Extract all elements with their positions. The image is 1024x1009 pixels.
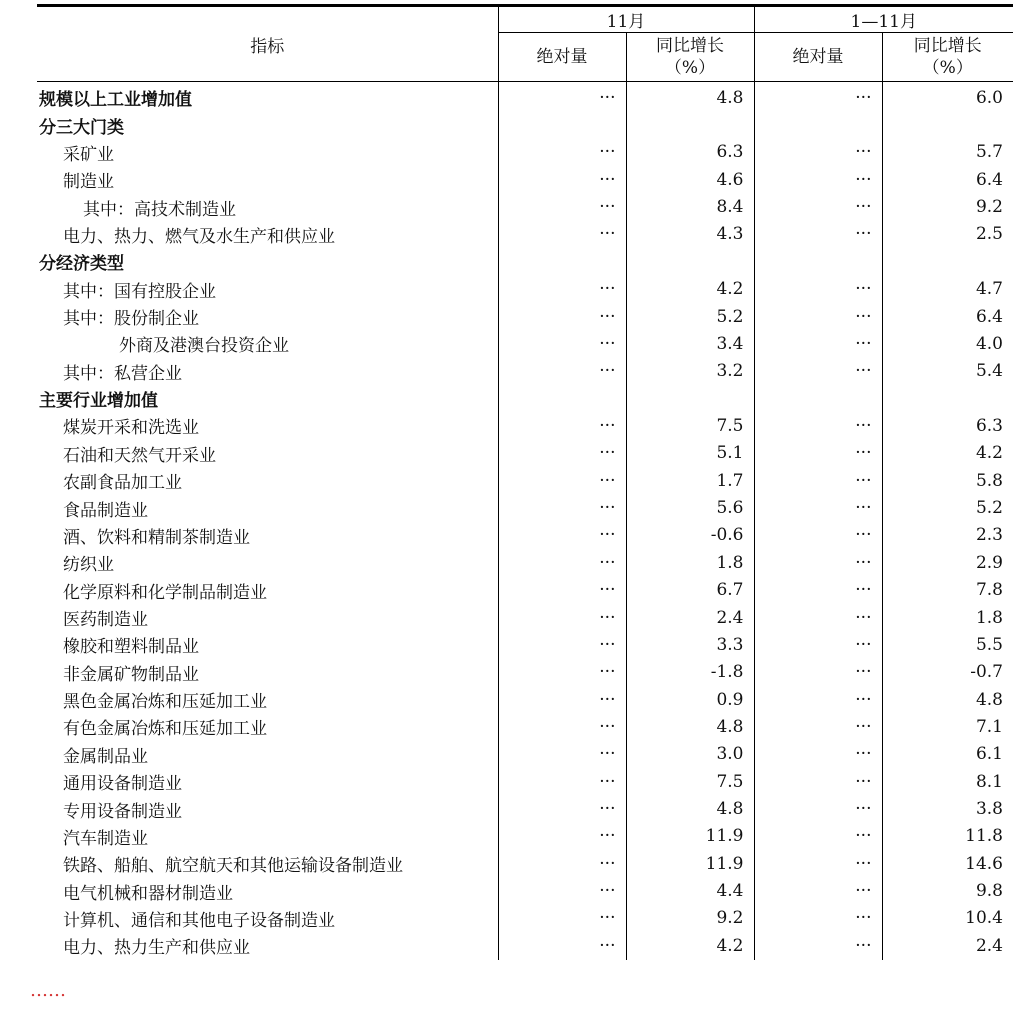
ytd-absolute-cell: ··· [754,467,882,494]
month-absolute-cell: ··· [498,330,626,357]
row-name-cell: 其中：私营企业 [37,358,498,385]
ytd-absolute-cell: ··· [754,276,882,303]
ytd-yoy-cell: 5.7 [975,142,1003,163]
month-yoy-cell: 4.2 [626,276,754,303]
ytd-yoy-cell: 5.5 [975,634,1003,655]
ytd-yoy-cell: 3.8 [975,799,1003,820]
month-yoy-cell [626,248,754,275]
table-row [37,303,1013,330]
month-yoy-cell: 2.4 [626,604,754,631]
ytd-absolute-cell: ··· [754,659,882,686]
month-absolute-cell: ··· [498,823,626,850]
month-absolute-cell: ··· [498,440,626,467]
ytd-yoy-header-line1: 同比增长 [913,36,982,56]
ytd-absolute-cell: ··· [754,193,882,220]
ytd-absolute-cell: ··· [754,713,882,740]
ytd-yoy-cell: 9.2 [975,197,1003,218]
table-row [37,221,1013,248]
ytd-yoy-cell: 5.8 [975,470,1003,491]
month-yoy-cell: 5.6 [626,494,754,521]
ytd-yoy-cell: 2.3 [975,525,1003,546]
ytd-absolute-cell: ··· [754,440,882,467]
ytd-absolute-cell: ··· [754,412,882,439]
table-row [37,358,1013,385]
month-absolute-cell: ··· [498,303,626,330]
ytd-yoy-cell: 10.4 [965,908,1003,929]
month-yoy-cell: 4.8 [626,82,754,112]
row-name-cell: 金属制品业 [37,741,498,768]
month-yoy-cell: 9.2 [626,905,754,932]
month-yoy-cell: 3.0 [626,741,754,768]
ytd-yoy-cell: -0.7 [970,662,1003,683]
ytd-group-header: 1—11月 [754,6,1013,33]
month-yoy-cell: 6.7 [626,576,754,603]
table-row [37,741,1013,768]
month-absolute-cell: ··· [498,604,626,631]
table-row [37,686,1013,713]
table-row [37,549,1013,576]
ytd-absolute-cell: ··· [754,905,882,932]
row-name-cell: 外商及港澳台投资企业 [37,330,498,357]
row-name-cell: 化学原料和化学制品制造业 [37,576,498,603]
ytd-yoy-cell: 2.4 [975,935,1003,956]
month-yoy-cell: 0.9 [626,686,754,713]
month-absolute-cell: ··· [498,741,626,768]
month-yoy-cell: 6.3 [626,139,754,166]
ytd-yoy-cell: 4.0 [975,333,1003,354]
ytd-absolute-cell: ··· [754,522,882,549]
month-yoy-cell: 3.3 [626,631,754,658]
row-name-cell: 农副食品加工业 [37,467,498,494]
table-row [37,932,1013,959]
ytd-absolute-cell: ··· [754,221,882,248]
table-row [37,440,1013,467]
table-body [37,82,1013,960]
table-row [37,385,1013,412]
table-row [37,713,1013,740]
ytd-absolute-cell: ··· [754,494,882,521]
month-absolute-cell: ··· [498,549,626,576]
ytd-yoy-cell: 6.4 [975,169,1003,190]
table-row [37,823,1013,850]
row-name-cell: 有色金属冶炼和压延加工业 [37,713,498,740]
ytd-yoy-cell: 14.6 [965,853,1003,874]
row-name-cell: 主要行业增加值 [37,385,498,412]
month-yoy-cell: -1.8 [626,659,754,686]
table-row [37,248,1013,275]
table-row [37,631,1013,658]
month-yoy-cell [626,385,754,412]
industrial-value-added-table [37,4,1013,960]
ytd-absolute-cell: ··· [754,932,882,959]
row-name-cell: 医药制造业 [37,604,498,631]
table-header [37,6,1013,82]
table-row [37,659,1013,686]
month-yoy-cell: 4.6 [626,166,754,193]
table-row [37,905,1013,932]
ytd-yoy-cell: 6.3 [975,415,1003,436]
month-yoy-cell: 5.1 [626,440,754,467]
ytd-absolute-cell: ··· [754,823,882,850]
ytd-absolute-cell: ··· [754,166,882,193]
row-name-cell: 电气机械和器材制造业 [37,877,498,904]
row-name-cell: 计算机、通信和其他电子设备制造业 [37,905,498,932]
month-absolute-cell: ··· [498,795,626,822]
ytd-yoy-cell: 8.1 [975,771,1003,792]
month-absolute-cell: ··· [498,631,626,658]
table-row [37,330,1013,357]
month-absolute-cell: ··· [498,494,626,521]
table-row [37,82,1013,112]
ytd-yoy-cell: 9.8 [975,881,1003,902]
month-yoy-cell: 4.3 [626,221,754,248]
month-yoy-cell: 7.5 [626,768,754,795]
row-name-cell: 分三大门类 [37,111,498,138]
month-absolute-cell: ··· [498,467,626,494]
month-yoy-cell: 4.4 [626,877,754,904]
month-absolute-cell: ··· [498,850,626,877]
ytd-yoy-cell: 6.4 [975,306,1003,327]
month-yoy-header-line2: （%） [664,58,716,78]
month-absolute-cell: ··· [498,686,626,713]
ytd-yoy-cell: 1.8 [975,607,1003,628]
month-yoy-cell: 8.4 [626,193,754,220]
ytd-absolute-cell [754,248,882,275]
ytd-yoy-cell: 5.2 [975,498,1003,519]
row-name-cell: 其中：高技术制造业 [37,193,498,220]
ytd-absolute-cell: ··· [754,576,882,603]
ytd-yoy-cell: 7.1 [975,716,1003,737]
ytd-yoy-cell: 2.5 [975,224,1003,245]
table-row [37,412,1013,439]
month-absolute-cell: ··· [498,139,626,166]
table-row [37,166,1013,193]
continuation-ellipsis: …… [30,980,66,1001]
month-absolute-cell: ··· [498,659,626,686]
ytd-absolute-cell: ··· [754,850,882,877]
month-absolute-cell: ··· [498,166,626,193]
month-yoy-cell: 4.2 [626,932,754,959]
ytd-yoy-cell [882,111,1013,138]
table-row [37,576,1013,603]
row-name-cell: 制造业 [37,166,498,193]
ytd-absolute-cell: ··· [754,82,882,112]
table-row [37,604,1013,631]
ytd-absolute-cell: ··· [754,604,882,631]
month-yoy-cell: 3.2 [626,358,754,385]
ytd-yoy-cell: 4.2 [975,443,1003,464]
indicator-header: 指标 [37,6,498,82]
ytd-yoy-cell: 2.9 [975,552,1003,573]
month-absolute-cell: ··· [498,905,626,932]
row-name-cell: 其中：股份制企业 [37,303,498,330]
row-name-cell: 非金属矿物制品业 [37,659,498,686]
ytd-absolute-cell: ··· [754,877,882,904]
ytd-absolute-cell: ··· [754,330,882,357]
month-absolute-cell: ··· [498,768,626,795]
ytd-yoy-header [882,33,1013,82]
month-absolute-cell: ··· [498,877,626,904]
row-name-cell: 酒、饮料和精制茶制造业 [37,522,498,549]
month-yoy-header-line1: 同比增长 [656,36,724,56]
ytd-yoy-cell: 4.8 [975,689,1003,710]
month-yoy-cell: 7.5 [626,412,754,439]
row-name-cell: 纺织业 [37,549,498,576]
ytd-yoy-cell: 11.8 [965,826,1003,847]
row-name-cell: 食品制造业 [37,494,498,521]
row-name-cell: 分经济类型 [37,248,498,275]
row-name-cell: 通用设备制造业 [37,768,498,795]
ytd-yoy-cell: 6.1 [975,744,1003,765]
month-group-header: 11月 [498,6,754,33]
ytd-yoy-header-line2: （%） [922,58,973,78]
ytd-yoy-cell: 7.8 [975,580,1003,601]
ytd-absolute-cell: ··· [754,139,882,166]
month-yoy-cell: 11.9 [626,823,754,850]
ytd-absolute-cell: ··· [754,358,882,385]
month-yoy-cell [626,111,754,138]
ytd-yoy-cell: 4.7 [975,279,1003,300]
ytd-absolute-cell: ··· [754,686,882,713]
month-absolute-cell: ··· [498,522,626,549]
table-row [37,139,1013,166]
month-yoy-header [626,33,754,82]
month-yoy-cell: 1.8 [626,549,754,576]
row-name-cell: 橡胶和塑料制品业 [37,631,498,658]
month-absolute-cell: ··· [498,713,626,740]
table-row [37,795,1013,822]
month-yoy-cell: 4.8 [626,795,754,822]
month-yoy-cell: 11.9 [626,850,754,877]
month-absolute-header: 绝对量 [498,33,626,82]
table-row [37,768,1013,795]
month-absolute-cell: ··· [498,82,626,112]
row-name-cell: 铁路、船舶、航空航天和其他运输设备制造业 [37,850,498,877]
month-yoy-cell: 1.7 [626,467,754,494]
row-name-cell: 汽车制造业 [37,823,498,850]
month-absolute-cell: ··· [498,932,626,959]
row-name-cell: 电力、热力生产和供应业 [37,932,498,959]
table-row [37,193,1013,220]
month-absolute-cell: ··· [498,221,626,248]
ytd-absolute-cell: ··· [754,549,882,576]
ytd-absolute-cell [754,385,882,412]
month-absolute-cell: ··· [498,576,626,603]
ytd-yoy-cell: 5.4 [975,361,1003,382]
row-name-cell: 石油和天然气开采业 [37,440,498,467]
table-row [37,276,1013,303]
month-yoy-cell: 5.2 [626,303,754,330]
table-row [37,877,1013,904]
ytd-yoy-cell: 6.0 [975,87,1003,108]
ytd-absolute-header: 绝对量 [754,33,882,82]
month-yoy-cell: 3.4 [626,330,754,357]
month-absolute-cell: ··· [498,358,626,385]
row-name-cell: 专用设备制造业 [37,795,498,822]
table-row [37,111,1013,138]
month-absolute-cell: ··· [498,193,626,220]
ytd-absolute-cell: ··· [754,795,882,822]
row-name-cell: 黑色金属冶炼和压延加工业 [37,686,498,713]
table-row [37,467,1013,494]
month-yoy-cell: 4.8 [626,713,754,740]
row-name-cell: 采矿业 [37,139,498,166]
row-name-cell: 电力、热力、燃气及水生产和供应业 [37,221,498,248]
ytd-absolute-cell: ··· [754,741,882,768]
month-absolute-cell [498,111,626,138]
table-row [37,522,1013,549]
month-absolute-cell [498,248,626,275]
table-row [37,494,1013,521]
month-absolute-cell [498,385,626,412]
table-row [37,850,1013,877]
row-name-cell: 规模以上工业增加值 [37,82,498,112]
row-name-cell: 煤炭开采和洗选业 [37,412,498,439]
ytd-absolute-cell: ··· [754,303,882,330]
ytd-absolute-cell [754,111,882,138]
month-yoy-cell: -0.6 [626,522,754,549]
month-absolute-cell: ··· [498,276,626,303]
month-absolute-cell: ··· [498,412,626,439]
row-name-cell: 其中：国有控股企业 [37,276,498,303]
ytd-absolute-cell: ··· [754,768,882,795]
ytd-absolute-cell: ··· [754,631,882,658]
ytd-yoy-cell [882,248,1013,275]
ytd-yoy-cell [882,385,1013,412]
